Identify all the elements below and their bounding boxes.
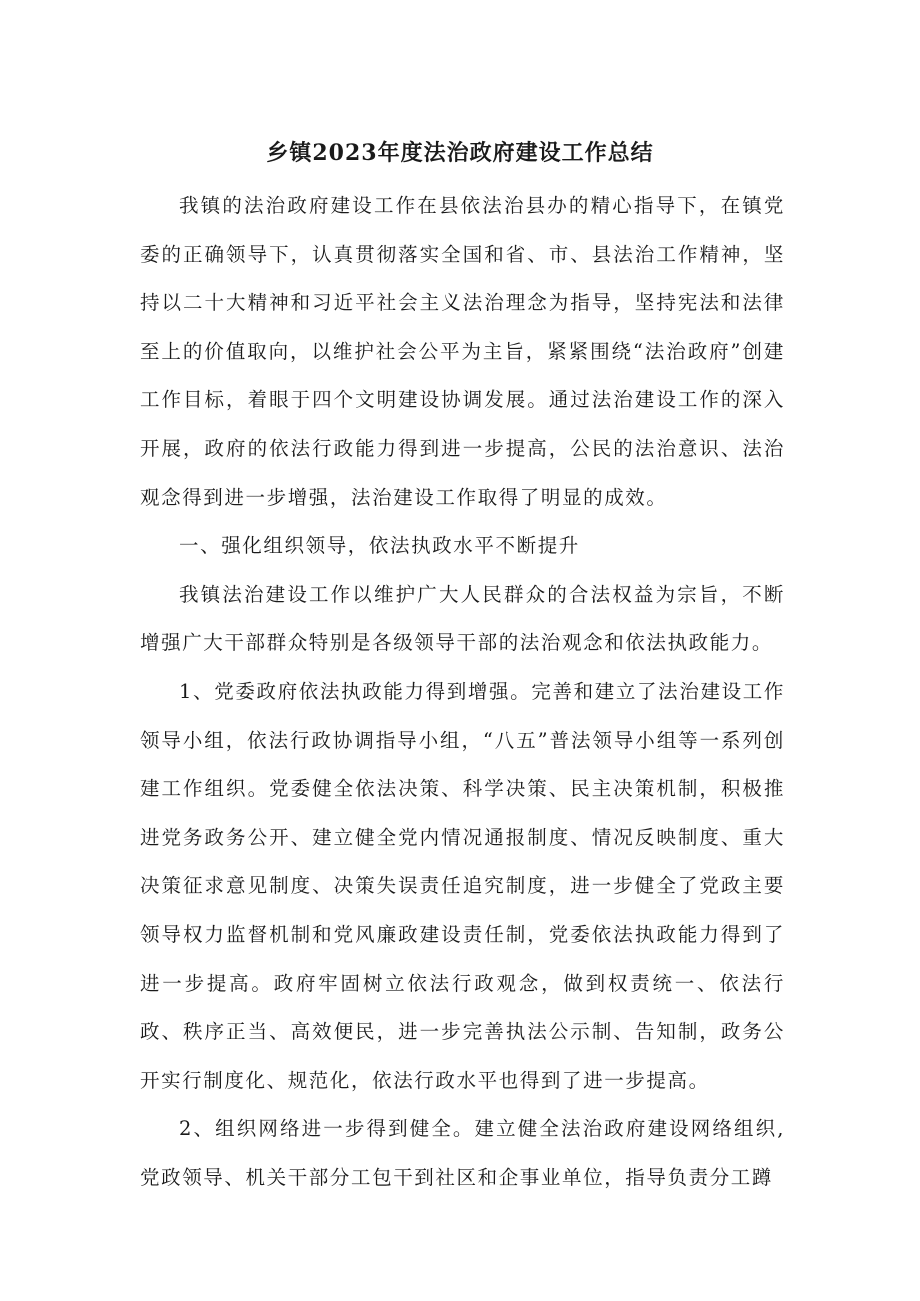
paragraph-section-1-intro: 我镇法治建设工作以维护广大人民群众的合法权益为宗旨，不断增强广大干部群众特别是各级领导干部的法治观念和依法执政能力。 — [140, 582, 785, 655]
paragraph-item-1: 1、党委政府依法执政能力得到增强。完善和建立了法治建设工作领导小组，依法行政协调指导小组，“八五”普法领导小组等一系列创建工作组织。党委健全依法决策、科学决策、民主决策机制，积极推进党务政务公开、建立健全党内情况通报制度、情况反映制度、重大决策征求意见制度、决策失误责任追究制度，进一步健全了党政主要领导权力监督机制和党风廉政建设责任制，党委依法执政能力得到了进一步提高。政府牢固树立依法行政观念，做到权责统一、依法行政、秩序正当、高效便民，进一步完善执法公示制、告知制，政务公开实行制度化、规范化，依法行政水平也得到了进一步提高。 — [140, 679, 785, 1092]
section-heading-1: 一、强化组织领导，依法执政水平不断提升 — [179, 534, 580, 558]
paragraph-intro: 我镇的法治政府建设工作在县依法治县办的精心指导下，在镇党委的正确领导下，认真贯彻落实全国和省、市、县法治工作精神，坚持以二十大精神和习近平社会主义法治理念为指导，坚持宪法和法律至上的价值取向，以维护社会公平为主旨，紧紧围绕“法治政府”创建工作目标，着眼于四个文明建设协调发展。通过法治建设工作的深入开展，政府的依法行政能力得到进一步提高，公民的法治意识、法治观念得到进一步增强，法治建设工作取得了明显的成效。 — [140, 194, 785, 509]
document-title: 乡镇2023年度法治政府建设工作总结 — [266, 140, 654, 166]
document-body — [140, 182, 785, 1202]
paragraph-item-2: 2、组织网络进一步得到健全。建立健全法治政府建设网络组织,党政领导、机关干部分工包干到社区和企事业单位，指导负责分工蹲 — [140, 1117, 785, 1189]
